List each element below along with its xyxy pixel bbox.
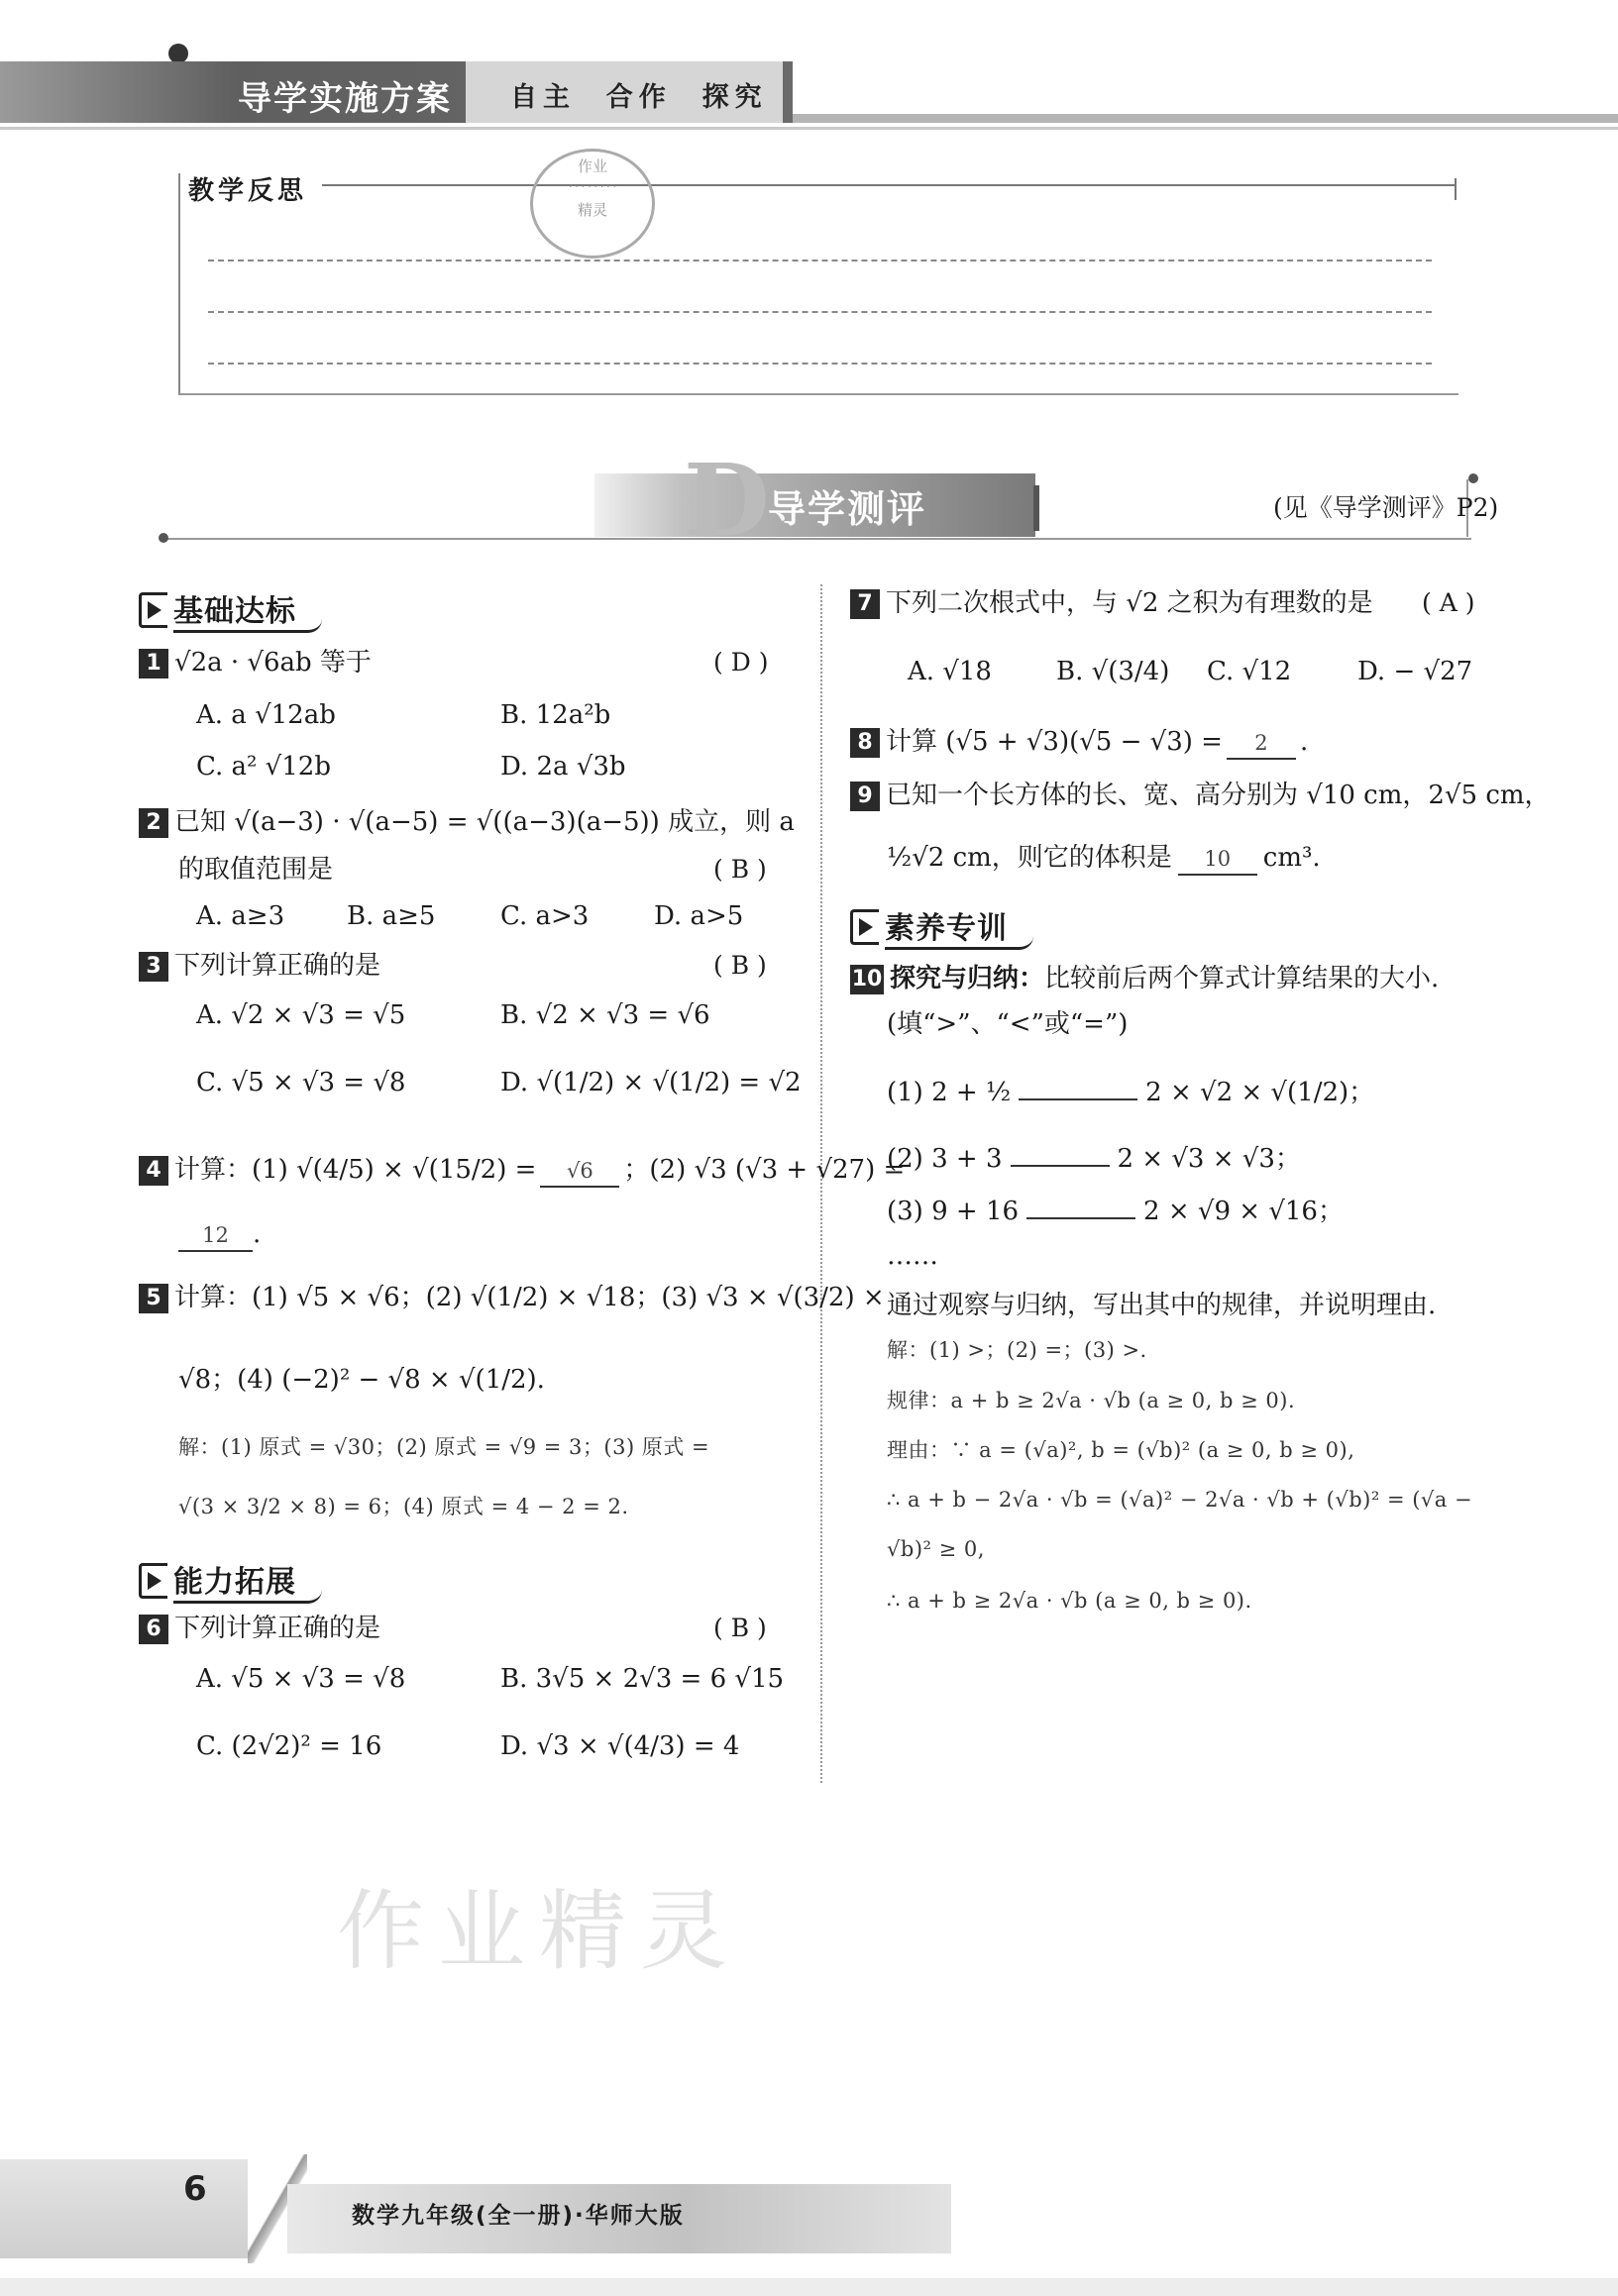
question-10: 10 探究与归纳：比较前后两个算式计算结果的大小. [851, 964, 1440, 993]
question-1: 1 √2a · √6ab 等于 [139, 645, 372, 680]
q4-blank-1: √6 [540, 1156, 619, 1188]
watermark: 作业精灵 [337, 1880, 742, 1982]
section-rule-dot-left [159, 533, 168, 543]
q10-ellipsis: …… [887, 1241, 938, 1271]
stamp-seal: 作业 · · · · · · · · 精灵 [530, 149, 655, 259]
q6-option-d: D. √3 × √(4/3) = 4 [500, 1731, 740, 1761]
q4-blank-2: 12 [178, 1220, 253, 1252]
q1-option-b: B. 12a²b [500, 700, 611, 730]
q10-solution-4: ∴ a + b − 2√a · √b = (√a)² − 2√a · √b + (√b)² = (√a − [887, 1488, 1473, 1512]
arrow-icon [850, 909, 879, 945]
arrow-icon [139, 592, 167, 628]
q2-option-a: A. a≥3 [196, 901, 285, 931]
q10-solution-3: 理由：∵ a = (√a)², b = (√b)² (a ≥ 0, b ≥ 0), [887, 1438, 1355, 1462]
q1-option-d: D. 2a √3b [500, 752, 626, 782]
q5-solution-1: 解：(1) 原式 = √30；(2) 原式 = √9 = 3；(3) 原式 = [178, 1435, 710, 1459]
q7-option-c: C. √12 [1207, 657, 1292, 686]
reflection-label: 教学反思 [188, 170, 315, 207]
section-rule-dot-right [1468, 473, 1478, 483]
q3-answer: ( B ) [713, 951, 767, 980]
heading-literacy: 素养专训 [850, 903, 1033, 950]
question-5-line2: √8；(4) (−2)² − √8 × √(1/2). [178, 1365, 545, 1395]
q10-blank-1 [1019, 1098, 1137, 1100]
section-title: 导学测评 [768, 487, 927, 531]
q7-option-d: D. − √27 [1357, 657, 1473, 686]
reflection-line-1 [208, 260, 1432, 261]
section-bar [1033, 485, 1039, 531]
footer-text: 数学九年级(全一册)·华师大版 [352, 2203, 685, 2229]
q10-part-2: (2) 3 + 3 2 × √3 × √3； [887, 1144, 1301, 1174]
q10-solution-1: 解：(1) >；(2) =；(3) >. [887, 1338, 1147, 1362]
q10-solution-2: 规律：a + b ≥ 2√a · √b (a ≥ 0, b ≥ 0). [887, 1389, 1296, 1412]
q6-answer: ( B ) [713, 1614, 767, 1642]
q2-answer: ( B ) [713, 855, 767, 884]
question-4-line2: 12 . [178, 1216, 261, 1252]
reflection-line-3 [208, 363, 1432, 365]
heading-ability: 能力拓展 [139, 1557, 322, 1604]
section-rule [163, 538, 1471, 540]
q1-answer: ( D ) [713, 648, 769, 677]
footer-tab [0, 2159, 248, 2258]
footer-bottom-strip [0, 2278, 1618, 2296]
q6-option-b: B. 3√5 × 2√3 = 6 √15 [500, 1664, 785, 1694]
q3-option-b: B. √2 × √3 = √6 [500, 1000, 710, 1030]
q5-solution-2: √(3 × 3/2 × 8) = 6；(4) 原式 = 4 − 2 = 2. [178, 1495, 629, 1518]
q10-part-3: (3) 9 + 16 2 × √9 × √16； [887, 1197, 1344, 1226]
question-2-line2: 的取值范围是 [178, 855, 334, 885]
q3-option-d: D. √(1/2) × √(1/2) = √2 [500, 1068, 802, 1097]
q3-option-a: A. √2 × √3 = √5 [196, 1000, 406, 1030]
q7-option-b: B. √(3/4) [1056, 657, 1170, 686]
section-letter: D [684, 442, 770, 559]
question-9: 9 已知一个长方体的长、宽、高分别为 √10 cm，2√5 cm， [850, 778, 1551, 813]
q2-option-b: B. a≥5 [347, 901, 436, 931]
question-4: 4 计算：(1) √(4/5) × √(15/2) = √6 ；(2) √3 (√3 + √27) = [139, 1152, 905, 1188]
q7-option-a: A. √18 [908, 657, 992, 686]
question-7: 7 下列二次根式中，与 √2 之积为有理数的是 [850, 585, 1373, 621]
header-rule-thin [0, 127, 1618, 130]
section-reference: (见《导学测评》P2) [1273, 493, 1499, 522]
header-rule [793, 114, 1618, 123]
q8-blank: 2 [1227, 728, 1296, 760]
q10-solution-5: √b)² ≥ 0, [887, 1537, 985, 1561]
reflection-corner [1455, 178, 1456, 200]
question-10-line2: (填“>”、“<”或“=”) [887, 1009, 1129, 1039]
q10-blank-3 [1026, 1217, 1135, 1219]
arrow-icon [139, 1563, 167, 1599]
heading-basic: 基础达标 [139, 586, 322, 633]
q3-option-c: C. √5 × √3 = √8 [196, 1068, 406, 1097]
q10-prompt: 通过观察与归纳，写出其中的规律，并说明理由. [887, 1291, 1437, 1320]
question-9-line2: ½√2 cm，则它的体积是 10 cm³. [887, 840, 1321, 876]
q10-solution-6: ∴ a + b ≥ 2√a · √b (a ≥ 0, b ≥ 0). [887, 1589, 1252, 1613]
question-3: 3 下列计算正确的是 [139, 948, 380, 984]
page-number: 6 [183, 2169, 207, 2209]
q7-answer: ( A ) [1422, 588, 1475, 617]
q10-part-1: (1) 2 + ½ 2 × √2 × √(1/2)； [887, 1078, 1375, 1107]
reflection-top-rule [322, 184, 1456, 186]
reflection-line-2 [208, 311, 1432, 313]
question-2: 2 已知 √(a−3) · √(a−5) = √((a−3)(a−5)) 成立，则 a [139, 804, 795, 840]
q2-option-d: D. a>5 [654, 901, 744, 931]
q9-blank: 10 [1178, 844, 1257, 876]
q6-option-a: A. √5 × √3 = √8 [196, 1664, 406, 1694]
q10-blank-2 [1011, 1165, 1110, 1167]
q1-option-c: C. a² √12b [196, 752, 331, 782]
q1-option-a: A. a √12ab [196, 700, 336, 730]
q2-option-c: C. a>3 [500, 901, 590, 931]
stamp-top-text: 作业 [577, 157, 607, 175]
question-8: 8 计算 (√5 + √3)(√5 − √3) = 2 . [850, 724, 1308, 760]
question-5: 5 计算：(1) √5 × √6；(2) √(1/2) × √18；(3) √3 × √(3/2) × [139, 1280, 885, 1315]
stamp-bottom-text: 精灵 [577, 201, 607, 219]
header-subtitle: 自主 合作 探究 [510, 82, 768, 113]
question-6: 6 下列计算正确的是 [139, 1611, 380, 1646]
header-title: 导学实施方案 [238, 79, 452, 119]
q6-option-c: C. (2√2)² = 16 [196, 1731, 382, 1761]
